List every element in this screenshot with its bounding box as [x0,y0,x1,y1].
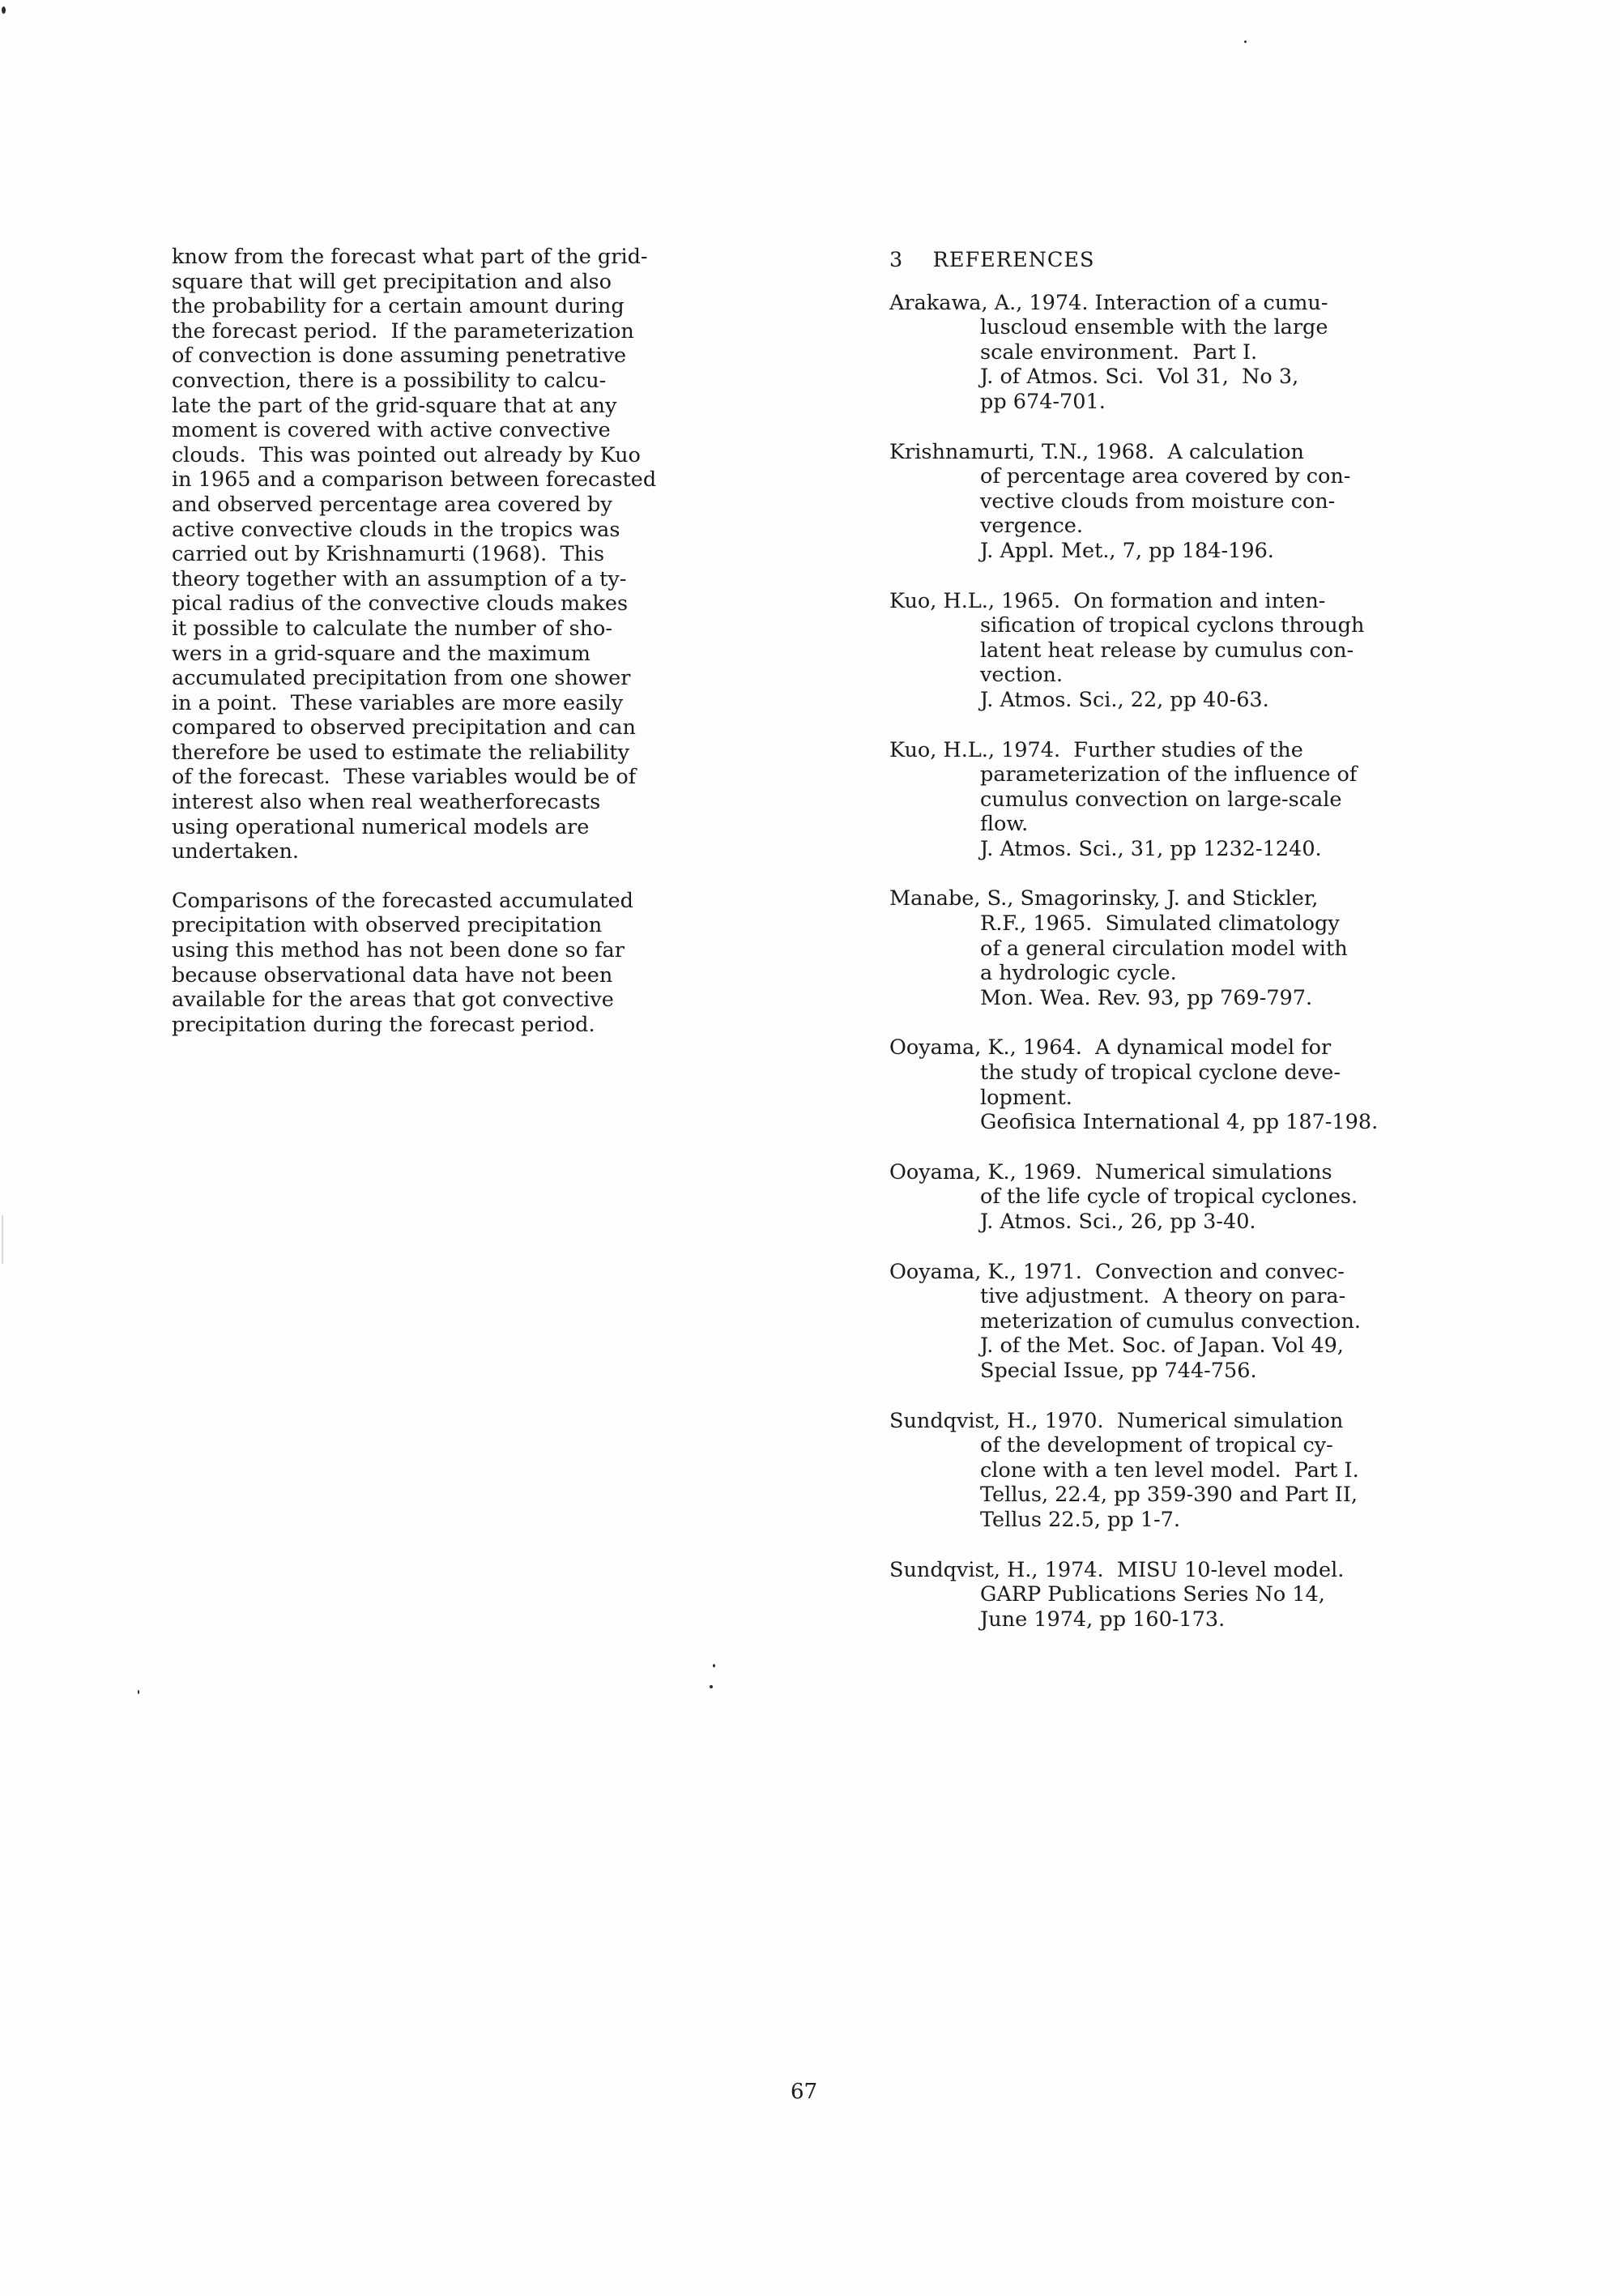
reference-line: Tellus, 22.4, pp 359-390 and Part II, [980,1483,1358,1508]
reference-line: J. Appl. Met., 7, pp 184-196. [980,538,1274,563]
text-line: accumulated precipitation from one shower [172,666,631,691]
body-paragraph [172,245,779,864]
text-line: the probability for a certain amount during [172,294,625,319]
text-line: available for the areas that got convective [172,988,614,1013]
text-line: moment is covered with active convective [172,418,611,443]
reference-line: Mon. Wea. Rev. 93, pp 769-797. [980,985,1313,1010]
reference-line: pp 674-701. [980,389,1106,414]
body-paragraph [172,889,779,1038]
reference-line: clone with a ten level model. Part I. [980,1457,1359,1483]
text-line: compared to observed precipitation and can [172,715,636,740]
references-column [889,248,1505,1657]
reference-line: latent heat release by cumulus con- [980,638,1354,663]
reference-entry [889,738,1505,862]
reference-line: vection. [980,663,1064,688]
reference-line: tive adjustment. A theory on para- [980,1284,1346,1309]
reference-entry [889,1035,1505,1134]
text-line: therefore be used to estimate the reliability [172,740,629,765]
reference-line: of a general circulation model with [980,936,1348,961]
reference-first-line: Sundqvist, H., 1970. Numerical simulation [889,1408,1344,1433]
reference-line: luscloud ensemble with the large [980,315,1328,340]
text-line: precipitation during the forecast period. [172,1012,595,1037]
reference-line: parameterization of the influence of [980,762,1358,787]
reference-line: Geofisica International 4, pp 187-198. [980,1110,1379,1135]
reference-line: of the development of tropical cy- [980,1433,1333,1458]
scan-speck [2,6,6,14]
reference-first-line: Ooyama, K., 1964. A dynamical model for [889,1035,1332,1061]
text-line: it possible to calculate the number of sho- [172,616,613,641]
reference-line: Special Issue, pp 744-756. [980,1358,1257,1383]
text-line: undertaken. [172,839,299,864]
reference-entry [889,1558,1505,1632]
text-line: convection, there is a possibility to calcu- [172,368,607,393]
reference-line: meterization of cumulus convection. [980,1308,1361,1334]
text-line: Comparisons of the forecasted accumulated [172,888,633,913]
reference-line: a hydrologic cycle. [980,961,1177,986]
text-line: of the forecast. These variables would be of [172,765,637,790]
reference-first-line: Kuo, H.L., 1965. On formation and inten- [889,588,1326,613]
page-number: 67 [791,2080,818,2104]
reference-first-line: Manabe, S., Smagorinsky, J. and Stickler, [889,886,1319,911]
scan-speck [713,1664,715,1667]
reference-first-line: Ooyama, K., 1969. Numerical simulations [889,1159,1332,1184]
reference-entry [889,886,1505,1010]
reference-line: June 1974, pp 160-173. [980,1607,1226,1632]
reference-line: scale environment. Part I. [980,339,1258,365]
reference-first-line: Krishnamurti, T.N., 1968. A calculation [889,439,1304,464]
text-line: using this method has not been done so far [172,938,625,963]
text-line: clouds. This was pointed out already by Kuo [172,442,641,467]
reference-line: vergence. [980,514,1084,539]
reference-line: of percentage area covered by con- [980,464,1351,489]
reference-entry [889,589,1505,713]
reference-entry [889,1160,1505,1235]
text-line: in a point. These variables are more easily [172,690,624,715]
text-line: in 1965 and a comparison between forecasted [172,467,657,493]
reference-line: sification of tropical cyclons through [980,613,1365,638]
reference-line: flow. [980,812,1029,837]
reference-line: Tellus 22.5, pp 1-7. [980,1507,1180,1532]
scan-speck [710,1685,713,1688]
reference-entry [889,1260,1505,1384]
reference-line: J. Atmos. Sci., 22, pp 40-63. [980,687,1269,712]
text-line: because observational data have not been [172,962,613,988]
references-heading: 3 REFERENCES [889,248,1095,272]
reference-line: J. of Atmos. Sci. Vol 31, No 3, [980,365,1299,390]
reference-line: R.F., 1965. Simulated climatology [980,911,1340,937]
reference-first-line: Sundqvist, H., 1974. MISU 10-level model. [889,1557,1345,1582]
scan-speck [2,1215,3,1264]
reference-first-line: Ooyama, K., 1971. Convection and convec- [889,1259,1345,1284]
text-line: active convective clouds in the tropics was [172,517,620,542]
text-line: and observed percentage area covered by [172,492,612,517]
reference-line: vective clouds from moisture con- [980,489,1336,514]
reference-line: J. Atmos. Sci., 31, pp 1232-1240. [980,836,1322,861]
reference-entry [889,1409,1505,1533]
text-line: interest also when real weatherforecasts [172,790,601,815]
scan-speck [138,1690,139,1694]
reference-first-line: Arakawa, A., 1974. Interaction of a cumu- [889,290,1328,315]
text-line: know from the forecast what part of the grid- [172,245,648,269]
text-line: square that will get precipitation and also [172,269,612,294]
text-line: theory together with an assumption of a ty- [172,566,627,591]
reference-line: cumulus convection on large-scale [980,787,1342,812]
reference-line: of the life cycle of tropical cyclones. [980,1184,1358,1210]
paragraph-spacer [172,864,779,889]
reference-entry [889,291,1505,415]
text-line: of convection is done assuming penetrative [172,344,627,369]
text-line: late the part of the grid-square that at any [172,393,617,418]
text-line: wers in a grid-square and the maximum [172,641,590,666]
reference-line: GARP Publications Series No 14, [980,1582,1325,1607]
reference-first-line: Kuo, H.L., 1974. Further studies of the [889,737,1303,762]
reference-entry [889,440,1505,564]
text-line: carried out by Krishnamurti (1968). This [172,542,605,567]
reference-line: the study of tropical cyclone deve- [980,1061,1341,1086]
scan-speck [1244,41,1247,43]
reference-line: J. of the Met. Soc. of Japan. Vol 49, [980,1334,1344,1359]
text-line: using operational numerical models are [172,814,590,839]
text-line: precipitation with observed precipitation [172,913,603,938]
text-line: pical radius of the convective clouds makes [172,591,629,617]
body-text-column [172,245,779,1037]
reference-line: lopment. [980,1085,1072,1110]
text-line: the forecast period. If the parameterization [172,318,634,344]
reference-line: J. Atmos. Sci., 26, pp 3-40. [980,1210,1256,1234]
